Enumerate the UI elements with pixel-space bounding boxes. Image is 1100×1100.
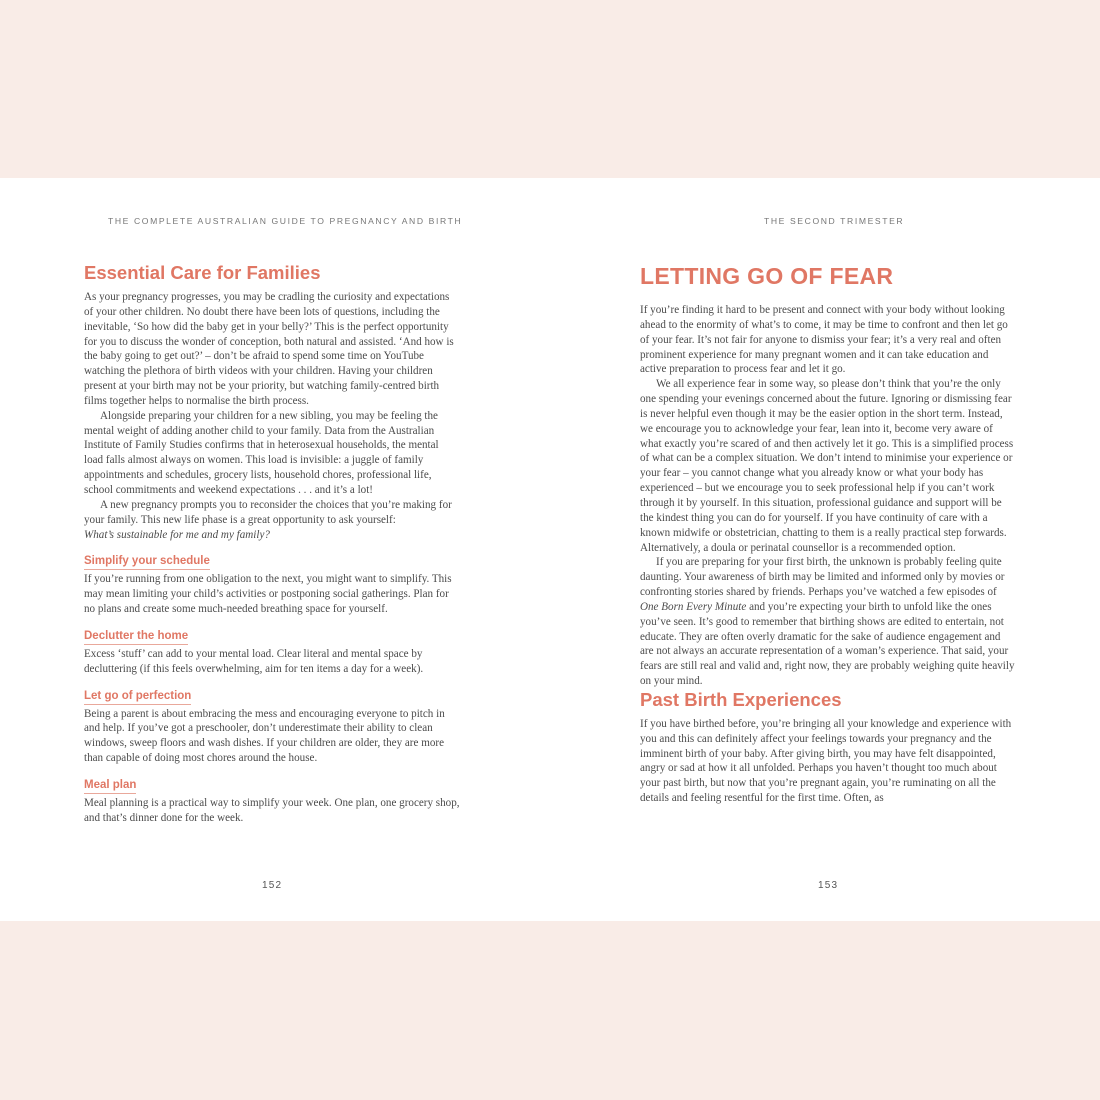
paragraph-text: If you are preparing for your first birth, the unknown is probably feeling quite daunting. Your awareness of birth may be limited and informed only by movies or confronting stories shared by friends. Perhaps you’ve watched a few episodes of	[640, 556, 1005, 599]
paragraph-text: and you’re expecting your birth to unfold like the ones you’ve seen. It’s good to remember that birthing shows are edited to entertain, not educate. They are often overly dramatic for the sake of audience engagement and are not always an accurate representation of a woman’s experience. That said, your fears are still real and valid and, right now, they are probably weighing quite heavily on your mind.	[640, 600, 1015, 688]
running-head-left: THE COMPLETE AUSTRALIAN GUIDE TO PREGNANCY AND BIRTH	[108, 216, 463, 226]
left-page	[84, 178, 463, 921]
chapter-heading-letting-go-of-fear: LETTING GO OF FEAR	[640, 263, 894, 289]
tv-show-title: One Born Every Minute	[640, 600, 747, 613]
subsection	[84, 617, 460, 677]
subsection-text: Meal planning is a practical way to simplify your week. One plan, one grocery shop, and that’s dinner done for the week.	[84, 796, 460, 824]
paragraph: Alongside preparing your children for a new sibling, you may be feeling the mental weight of adding another child to your family. Data from the Australian Institute of Family Studies confirms that in heterosexual households, the mental load falls almost always on women. This load is invisible: a juggle of family appointments and schedules, grocery lists, household chores, professional life, school commitments and weekend expectations . . . and it’s a lot!	[84, 409, 439, 496]
paragraph: We all experience fear in some way, so please don’t think that you’re the only one spending your evenings concerned about the future. Ignoring or dismissing fear is never helpful even though it may be the easier option in the short term. Instead, we encourage you to acknowledge your fear, lean into it, become very aware of what exactly you’re scared of and then actively let it go. This is a simplified process of what can be a complex situation. We don’t intend to minimise your experience or your fear – you cannot change what you already know or what your body has experienced – but we encourage you to seek professional help if you can’t work through it by yourself. In this situation, professional guidance and support will be the kindest thing you can do for yourself. If you have continuity of care with a known midwife or obstetrician, chatting to them is a really practical step forwards. Alternatively, a doula or perinatal counsellor is a recommended option.	[640, 378, 1014, 554]
right-page	[640, 178, 1016, 921]
subheading-meal-plan: Meal plan	[84, 778, 136, 794]
section-heading-past-birth: Past Birth Experiences	[640, 688, 842, 710]
italic-question: What’s sustainable for me and my family?	[84, 528, 270, 541]
subheading-let-go-perfection: Let go of perfection	[84, 689, 191, 705]
running-head-right: THE SECOND TRIMESTER	[764, 216, 905, 226]
right-page-body	[640, 262, 1016, 806]
book-spread	[0, 178, 1100, 921]
paragraph: As your pregnancy progresses, you may be cradling the curiosity and expectations of your other children. No doubt there have been lots of questions, including the inevitable, ‘So how did the baby get in your belly?’ This is the perfect opportunity for you to discuss the wonder of conception, both natural and assisted. ‘And how is the baby going to get out?’ – don’t be afraid to spend some time on YouTube watching the plethora of birth videos with your children. Having your children present at your birth may not be your priority, but watching family-centred birth films together helps to normalise the birth process.	[84, 291, 454, 407]
left-page-body	[84, 262, 460, 826]
page-number-left: 152	[262, 880, 283, 891]
subsection	[84, 766, 460, 826]
paragraph	[640, 555, 1016, 689]
subsection-text: If you’re running from one obligation to the next, you might want to simplify. This may mean limiting your child’s activities or postponing social gatherings. Plan for no plans and create some much-needed breathing space for yourself.	[84, 573, 452, 616]
subsection	[84, 677, 460, 766]
paragraph: If you have birthed before, you’re bringing all your knowledge and experience with you and this can definitely affect your feelings towards your pregnancy and the imminent birth of your baby. After giving birth, you may have felt disappointed, angry or sad at how it all unfolded. Perhaps you haven’t thought too much about your past birth, but now that you’re pregnant again, you’re ruminating on all the details and feeling resentful for the first time. Often, as	[640, 717, 1012, 805]
subsection	[84, 542, 460, 617]
subheading-declutter-home: Declutter the home	[84, 629, 188, 645]
subsection-text: Excess ‘stuff’ can add to your mental load. Clear literal and mental space by decluttering (if this feels overwhelming, aim for ten items a day for a week).	[84, 647, 424, 675]
paragraph: If you’re finding it hard to be present and connect with your body without looking ahead to the enormity of what’s to come, it may be time to confront and then let go of your fear. It’s not fair for anyone to dismiss your fear; it’s a very real and often prominent experience for many pregnant women and it can take education and active preparation to process fear and let it go.	[640, 304, 1008, 376]
subheading-simplify-schedule: Simplify your schedule	[84, 554, 210, 570]
subsection-text: Being a parent is about embracing the mess and encouraging everyone to pitch in and help. If you’ve got a preschooler, don’t underestimate their ability to clean windows, sweep floors and wash dishes. If your children are older, they are more than capable of doing most chores around the house.	[84, 707, 445, 765]
section-heading-essential-care: Essential Care for Families	[84, 262, 321, 283]
page-number-right: 153	[818, 880, 839, 891]
paragraph: A new pregnancy prompts you to reconsider the choices that you’re making for your family. This new life phase is a great opportunity to ask yourself:	[84, 498, 452, 526]
